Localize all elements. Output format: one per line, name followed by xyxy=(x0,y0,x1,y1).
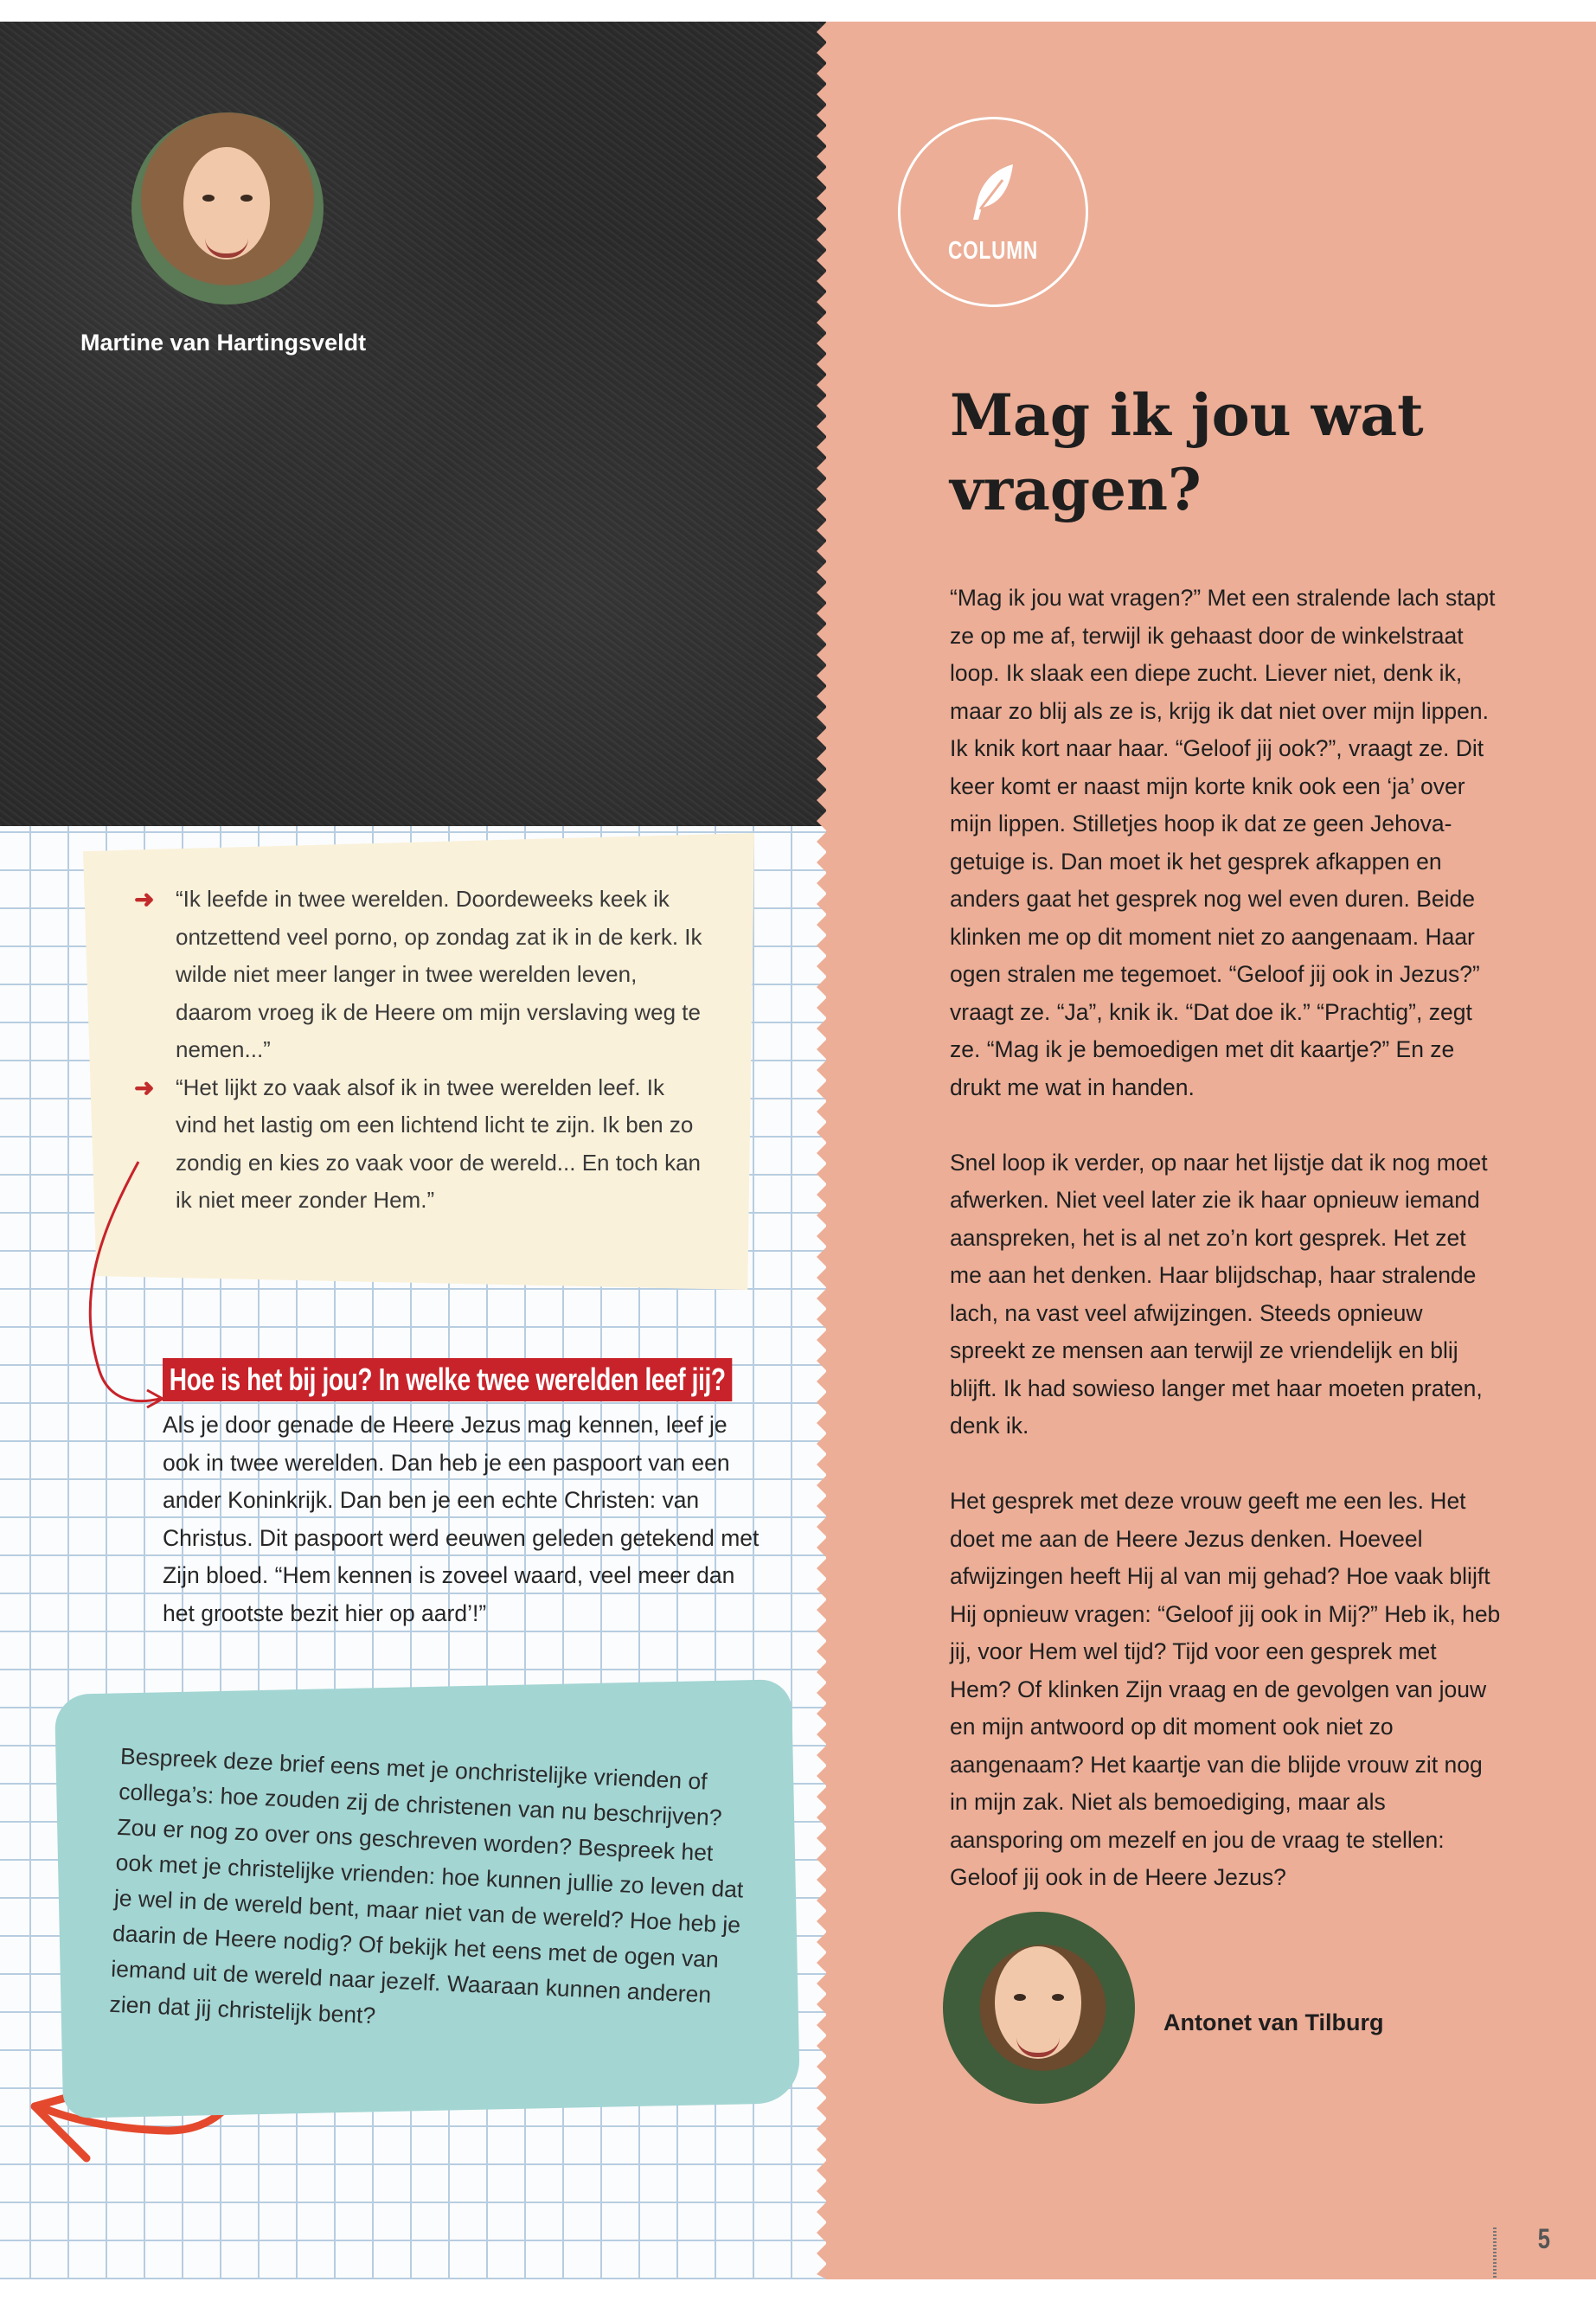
title-line-2: vragen? xyxy=(950,456,1202,523)
article-body xyxy=(950,580,1503,1934)
discussion-text: Bespreek deze brief eens met je onchristelijke vrienden of collega’s: hoe zouden zij de christenen van nu beschrijven? Zou er nog zo over ons geschreven worden? Bespreek het ook met je christelijke vrienden: hoe kunnen jullie zo leven dat je wel in de wereld bent, maar niet van de wereld? Hoe heb je daarin de Heere nodig? Of bekijk het eens met de ogen van iemand uit de wereld naar jezelf. Waaraan kunnen anderen zien dat jij christelijk bent? xyxy=(108,1742,744,2029)
author-photo-bottom xyxy=(943,1912,1135,2104)
question-heading: Hoe is het bij jou? In welke twee werelden leef jij? xyxy=(163,1358,732,1401)
title-line-1: Mag ik jou wat xyxy=(950,381,1424,449)
arrow-right-icon: ➜ xyxy=(134,1074,155,1101)
column-label: COLUMN xyxy=(948,237,1038,265)
quote-text: “Ik leefde in twee werelden. Doordeweeks keek ik ontzettend veel porno, op zondag zat ik in de kerk. Ik wilde niet meer langer in twee werelden leven, daarom vroeg ik de Heere om mijn verslaving weg te nemen...” xyxy=(176,886,702,1062)
article-paragraph: Het gesprek met deze vrouw geeft me een les. Het doet me aan de Heere Jezus denken. Hoeveel afwijzingen heeft Hij al van mij gehad? Hoe vaak blijft Hij opnieuw vragen: “Geloof jij ook in Mij?” Heb ik, heb jij, voor Hem wel tijd? Tijd voor een gesprek met Hem? Of klinken Zijn vraag en de gevolgen van jouw en mijn antwoord op dit moment ook niet zo aangenaam? Het kaartje van die blijde vrouw zit nog in mijn zak. Niet als bemoediging, maar als aansporing om mezelf en jou de vraag te stellen: Geloof jij ook in de Heere Jezus? xyxy=(950,1488,1501,1890)
quote-text: “Het lijkt zo vaak alsof ik in twee werelden leef. Ik vind het lastig om een lichtend licht te zijn. Ik ben zo zondig en kies zo vaak voor de wereld... En toch kan ik niet meer zonder Hem.” xyxy=(176,1074,702,1213)
page-number: 5 xyxy=(1537,2223,1551,2254)
article-paragraph: Snel loop ik verder, op naar het lijstje dat ik nog moet afwerken. Niet veel later zie ik haar opnieuw iemand aanspreken, het is al net zo’n kort gesprek. Het zet me aan het denken. Haar blijdschap, haar stralende lach, na vast veel afwijzingen. Steeds opnieuw spreekt ze mensen aan terwijl ze vriendelijk en blij blijft. Ik had sowieso langer met haar moeten praten, denk ik. xyxy=(950,1149,1488,1439)
curved-arrow-icon xyxy=(90,1162,160,1401)
author-name-top: Martine van Hartingsveldt xyxy=(80,330,367,356)
column-badge xyxy=(898,117,1088,307)
question-body: Als je door genade de Heere Jezus mag kennen, leef je ook in twee werelden. Dan heb je een paspoort van een ander Koninkrijk. Dan ben je een echte Christen: van Christus. Dit paspoort werd eeuwen geleden getekend met Zijn bloed. “Hem kennen is zoveel waard, veel meer dan het grootste bezit hier op aard’!” xyxy=(163,1412,760,1626)
article-paragraph: “Mag ik jou wat vragen?” Met een stralende lach stapt ze op me af, terwijl ik gehaast door de winkelstraat loop. Ik slaak een diepe zucht. Liever niet, denk ik, maar zo blij als ze is, krijg ik dat niet over mijn lippen. Ik knik kort naar haar. “Geloof jij ook?”, vraagt ze. Dit keer komt er naast mijn korte knik ook een ‘ja’ over mijn lippen. Stilletjes hoop ik dat ze geen Jehova-getuige is. Dan moet ik het gesprek afkappen en anders gaat het gesprek nog wel even duren. Beide klinken me op dit moment niet zo aangenaam. Haar ogen stralen me tegemoet. “Geloof jij ook in Jezus?” vraagt ze. “Ja”, knik ik. “Dat doe ik.” “Prachtig”, zegt ze. “Mag ik je bemoedigen met dit kaartje?” En ze drukt me wat in handen. xyxy=(950,585,1496,1100)
page-number-bar xyxy=(1493,2227,1497,2279)
arrow-right-icon: ➜ xyxy=(134,886,155,913)
author-name-bottom: Antonet van Tilburg xyxy=(1163,2009,1384,2035)
magazine-page xyxy=(0,22,1596,2279)
article-title xyxy=(950,378,1538,527)
feather-icon xyxy=(968,163,1020,223)
